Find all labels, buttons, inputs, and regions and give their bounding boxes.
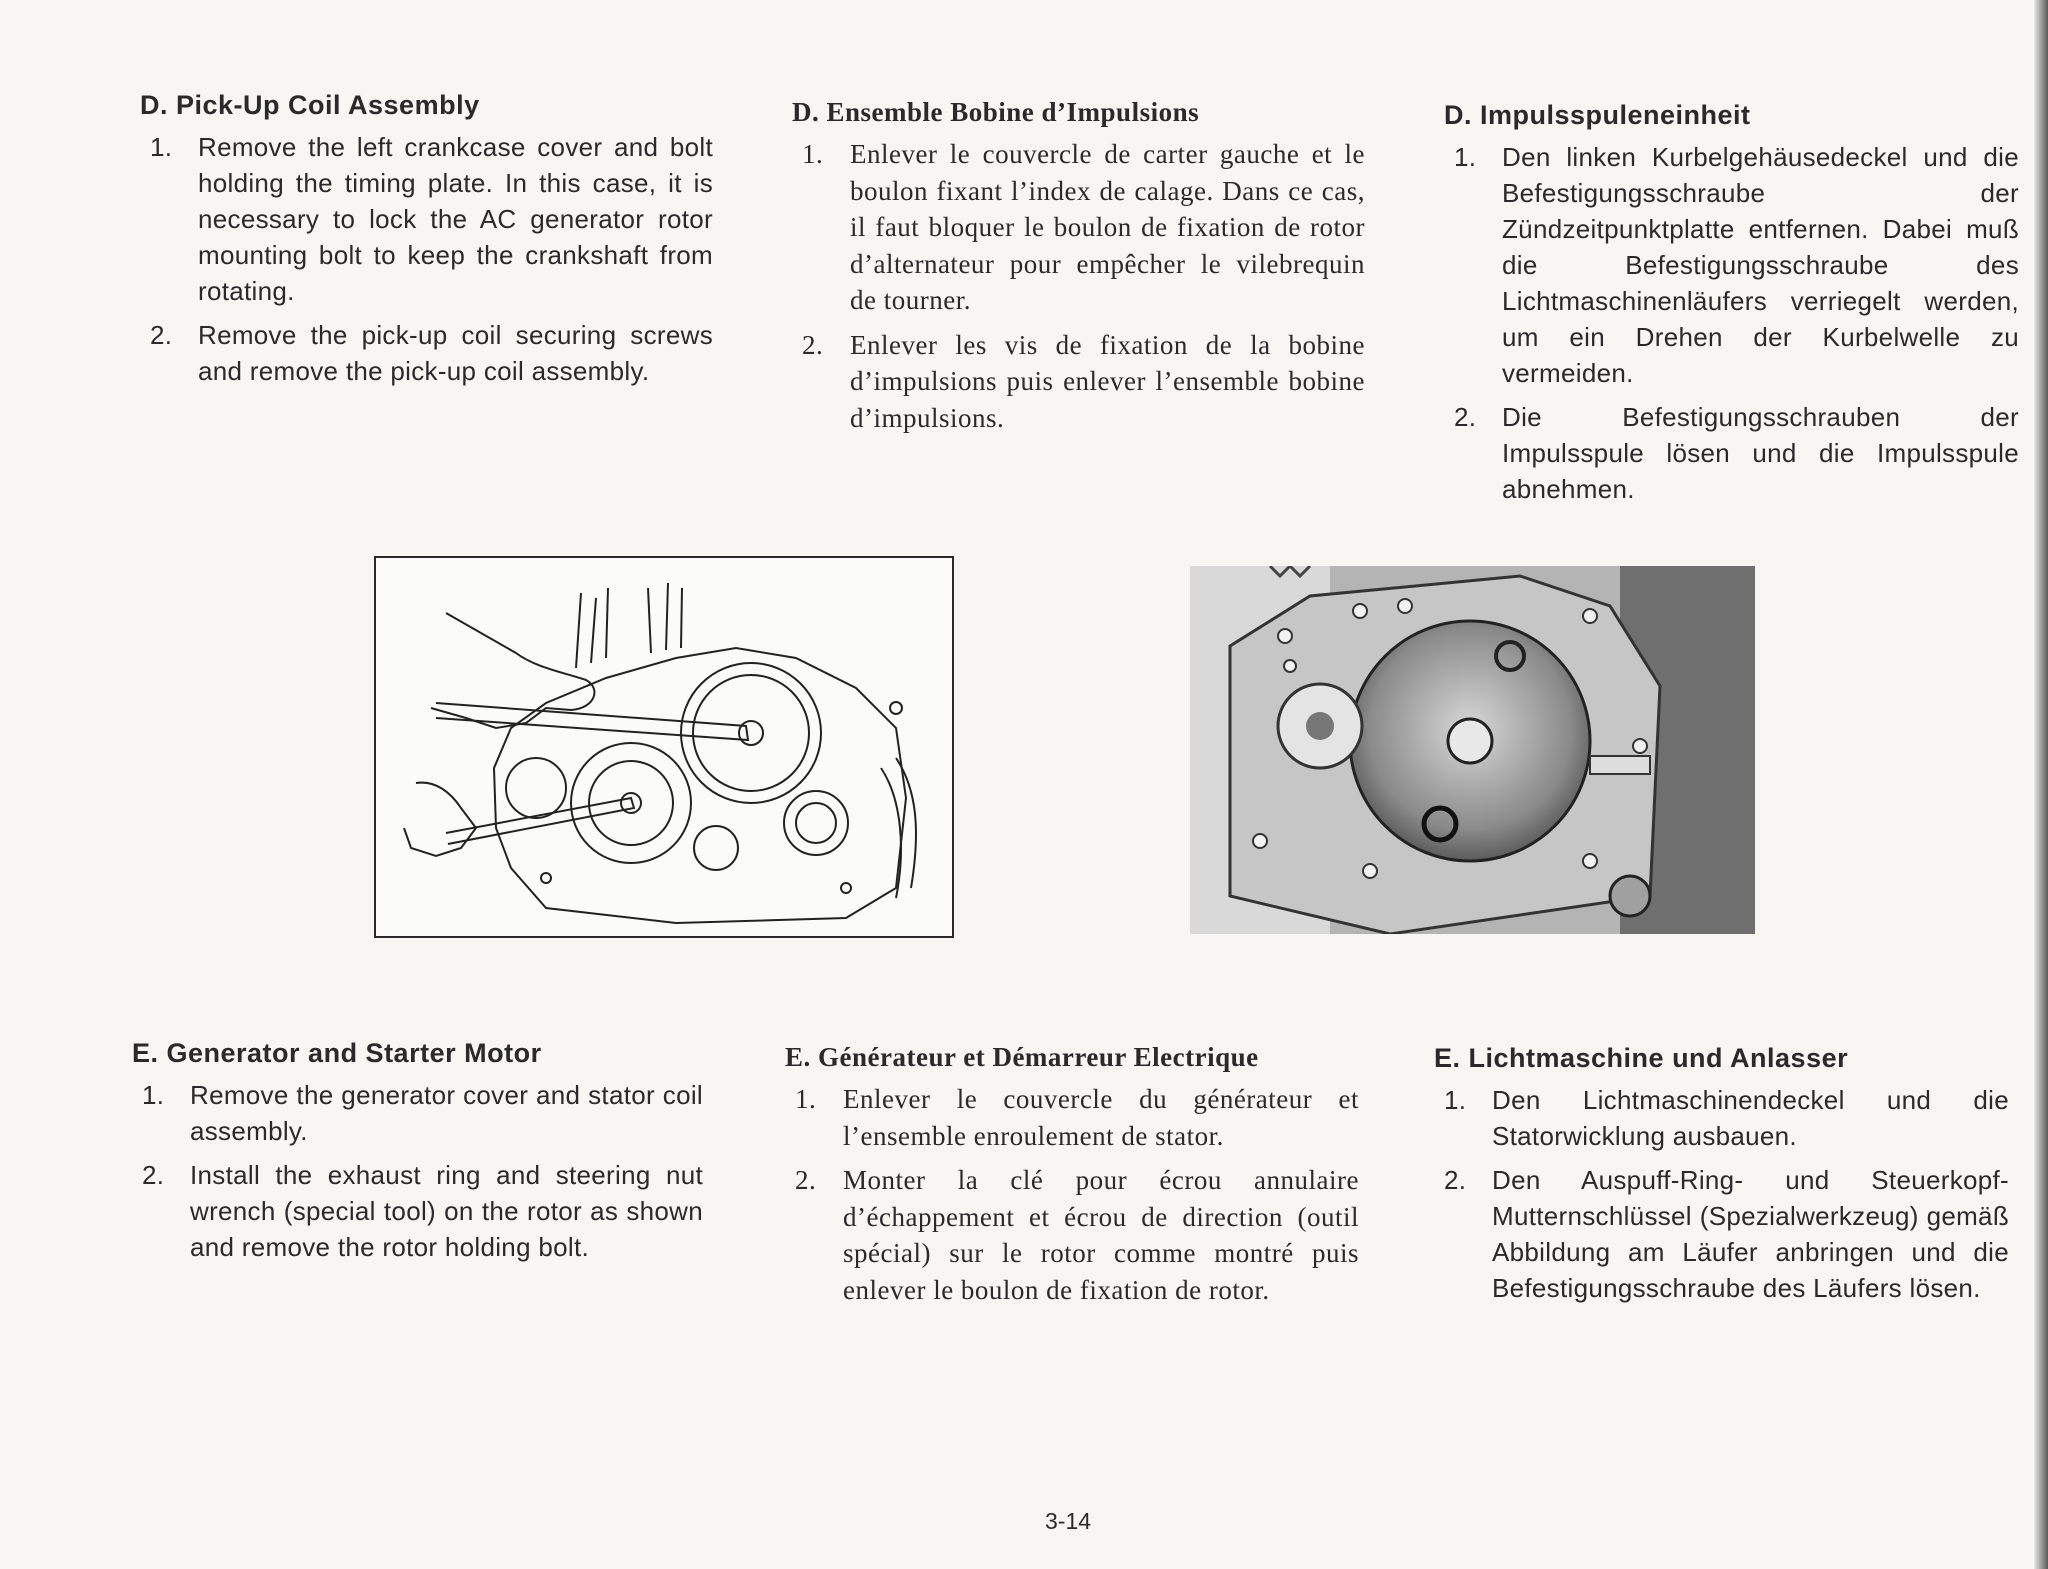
step-item — [132, 1077, 703, 1149]
step-list — [1434, 1082, 2009, 1306]
section-title: E. Generator and Starter Motor — [132, 1038, 542, 1068]
step-item — [140, 317, 713, 389]
step-item — [785, 1162, 1359, 1308]
step-number: 2. — [1454, 402, 1477, 432]
step-number: 1. — [142, 1080, 165, 1110]
english-section-d — [140, 90, 713, 397]
step-text: Remove the generator cover and stator coil assembly. — [190, 1080, 703, 1146]
page-binding-edge — [2034, 0, 2048, 1569]
step-text: Enlever le couvercle du générateur et l’ensemble enroulement de stator. — [843, 1084, 1359, 1151]
step-list — [1444, 139, 2019, 507]
step-item — [132, 1157, 703, 1265]
wrench-diagram — [374, 556, 954, 938]
section-title: D. Pick-Up Coil Assembly — [140, 90, 480, 120]
step-number: 2. — [802, 329, 824, 360]
step-number: 2. — [795, 1165, 817, 1195]
engine-line-drawing — [376, 558, 952, 936]
step-number: 1. — [802, 139, 824, 169]
step-list — [792, 136, 1365, 436]
step-item — [1444, 139, 2019, 391]
step-item — [785, 1081, 1359, 1154]
section-title: E. Générateur et Démarreur Electrique — [785, 1042, 1259, 1072]
french-section-e — [785, 1042, 1359, 1316]
step-list — [140, 129, 713, 389]
step-item — [1434, 1082, 2009, 1154]
step-text: Install the exhaust ring and steering nut wrench (special tool) on the rotor as shown and remove the rotor holding bolt. — [190, 1160, 703, 1262]
engine-photo-rendering — [1190, 566, 1755, 934]
step-number: 2. — [150, 320, 173, 350]
step-text: Die Befestigungsschrauben der Impulsspule lösen und die Impulsspule abnehmen. — [1502, 402, 2019, 504]
step-number: 2. — [142, 1160, 165, 1190]
section-title: E. Lichtmaschine und Anlasser — [1434, 1043, 1849, 1073]
section-title: D. Ensemble Bobine d’Impulsions — [792, 97, 1200, 127]
german-section-e — [1434, 1043, 2009, 1314]
english-section-e — [132, 1038, 703, 1273]
german-section-d — [1444, 100, 2019, 515]
step-number: 1. — [1454, 142, 1477, 172]
step-number: 1. — [795, 1084, 817, 1114]
step-text: Den Auspuff-Ring- und Steuerkopf-Mutternschlüssel (Spezialwerkzeug) gemäß Abbildung am Läufer anbringen und die Befestigungsschraube des Läufers lösen. — [1492, 1165, 2009, 1303]
step-number: 2. — [1444, 1165, 1467, 1195]
step-text: Remove the left crankcase cover and bolt holding the timing plate. In this case, it is necessary to lock the AC generator rotor mounting bolt to keep the crankshaft from rotating. — [198, 132, 713, 306]
step-text: Monter la clé pour écrou annulaire d’échappement et écrou de direction (outil spécial) sur le rotor comme montré puis enlever le boulon de fixation de rotor. — [843, 1165, 1359, 1305]
step-number: 1. — [1444, 1085, 1467, 1115]
step-list — [785, 1081, 1359, 1308]
step-text: Enlever le couvercle de carter gauche et le boulon fixant l’index de calage. Dans ce cas, il faut bloquer le boulon de fixation de rotor d’alternateur pour empêcher le vilebrequin de tourner. — [850, 139, 1365, 315]
step-item — [140, 129, 713, 309]
step-text: Enlever les vis de fixation de la bobine d’impulsions puis enlever l’ensemble bobine d’impulsions. — [850, 329, 1365, 433]
step-item — [792, 327, 1365, 437]
step-text: Remove the pick-up coil securing screws and remove the pick-up coil assembly. — [198, 320, 713, 386]
step-text: Den linken Kurbelgehäusedeckel und die Befestigungsschraube der Zündzeitpunktplatte entfernen. Dabei muß die Befestigungsschraube des Lichtmaschinenläufers verriegelt werden, um ein Drehen der Kurbelwelle zu vermeiden. — [1502, 142, 2019, 388]
section-title: D. Impulsspuleneinheit — [1444, 100, 1751, 130]
page-number: 3-14 — [1045, 1508, 1092, 1534]
step-text: Den Lichtmaschinendeckel und die Statorwicklung ausbauen. — [1492, 1085, 2009, 1151]
step-item — [792, 136, 1365, 319]
step-item — [1434, 1162, 2009, 1306]
step-number: 1. — [150, 132, 173, 162]
french-section-d — [792, 97, 1365, 444]
step-list — [132, 1077, 703, 1265]
step-item — [1444, 399, 2019, 507]
engine-photo — [1190, 566, 1755, 934]
